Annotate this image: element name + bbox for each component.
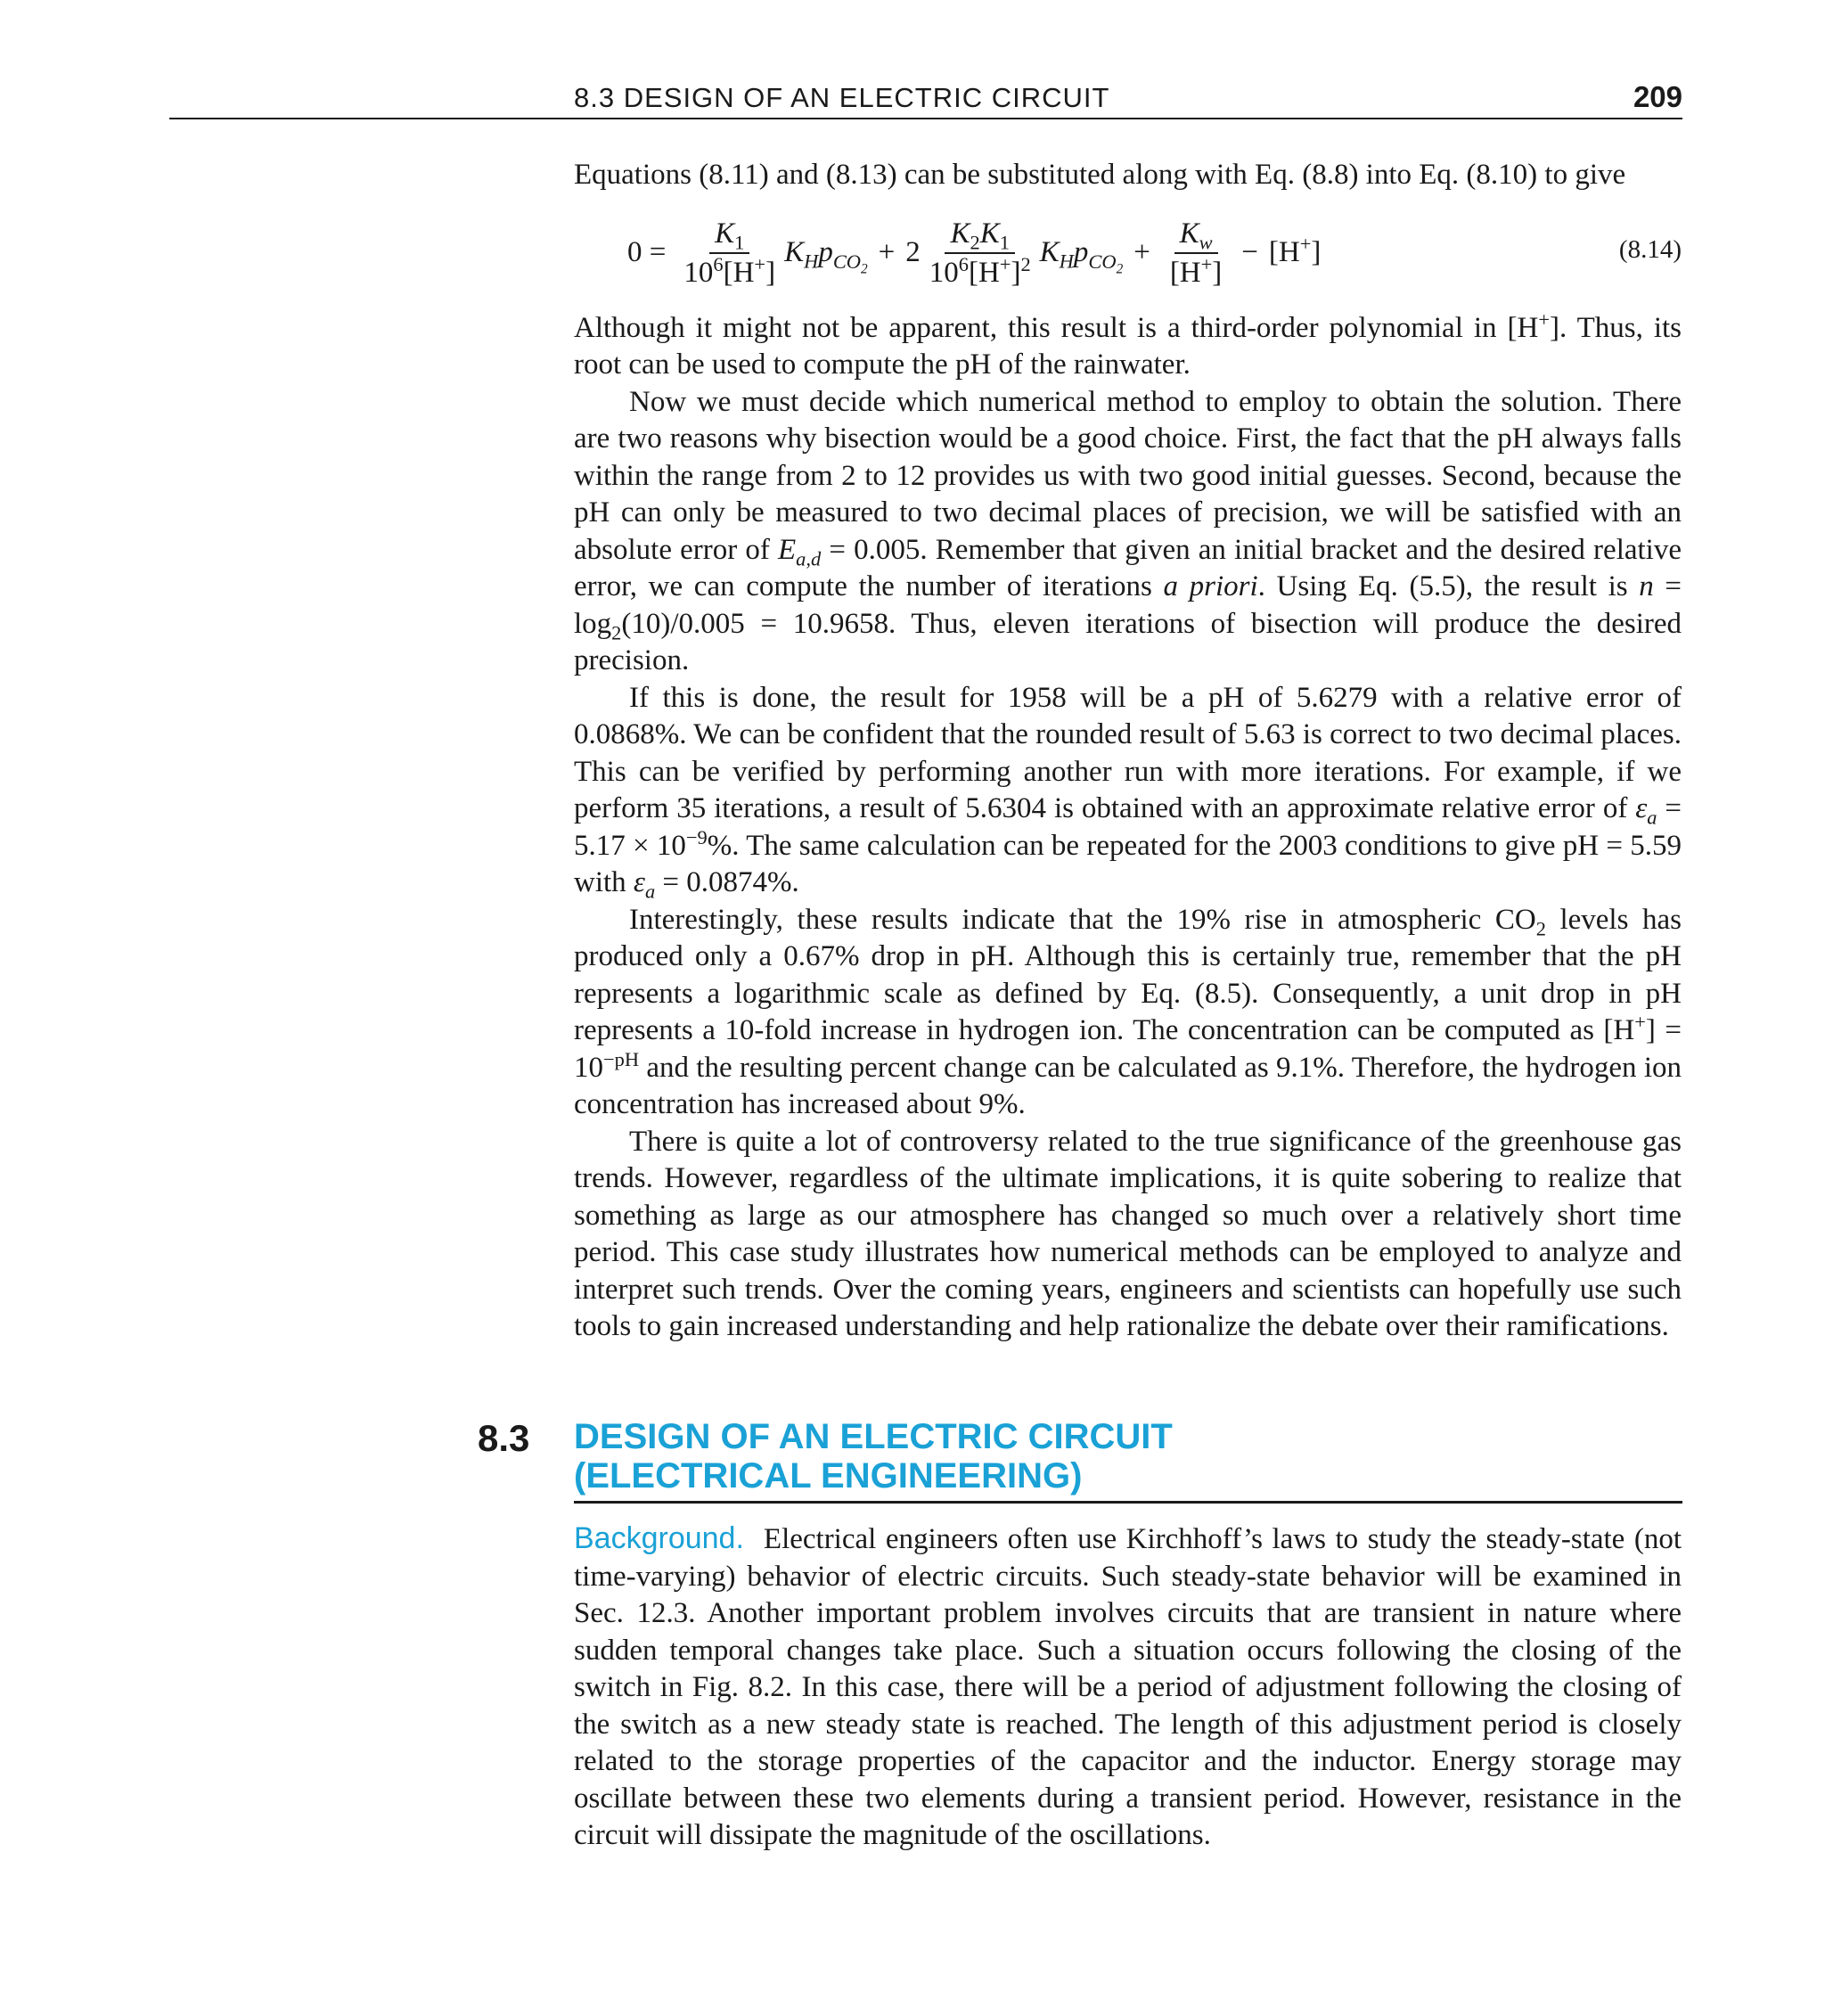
eq-coefficient-2: 2 [905, 236, 921, 268]
background-text: Electrical engineers often use Kirchhoff’s laws to study the steady-state (not time-varying) behavior of electric circuits. Such steady-state behavior will be examined in Sec. 12.3. Another important problem involves circuits that are transient in nature where sudden temporal changes take place. Such a situation occurs following the closing of the switch in Fig. 8.2. In this case, there will be a period of adjustment following the closing of the switch as a new steady state is reached. The length of this adjustment period is closely related to the storage properties of the capacitor and the inductor. Energy storage may oscillate between these two elements during a transient period. However, resistance in the circuit will dissipate the magnitude of the oscillations. [574, 1523, 1682, 1851]
paragraph-5: There is quite a lot of controversy related to the true significance of the greenhouse gas trends. However, regardless of the ultimate implications, it is quite sobering to realize that something as large as our atmosphere has changed so much over a relatively short time period. This case study illustrates how numerical methods can be employed to analyze and interpret such trends. Over the coming years, engineers and scientists can hopefully use such tools to gain increased understanding and help rationalize the debate over their ramifications. [574, 1125, 1682, 1342]
background-label: Background. [574, 1521, 744, 1555]
paragraph-2: Now we must decide which numerical method to employ to obtain the solution. There are two reasons why bisection would be a good choice. First, the fact that the pH always falls within the range from 2 to 12 provides us with two good initial guesses. Second, because the pH can only be measured to two decimal places of precision, we will be satisfied with an absolute error of $E_{a,d} = 0.005$. Remember that given an initial bracket and the desired relative error, we can compute the number of iterations a priori. Using Eq. (5.5), the result is $n = \log_2(10)/0.005 = 10.9658$. Thus, eleven iterations of bisection will produce the desired precision. [574, 385, 1682, 676]
paragraph-3: If this is done, the result for 1958 will be a pH of 5.6279 with a relative error of 0.0868%. We can be confident that the rounded result of 5.63 is correct to two decimal places. This can be verified by performing another run with more iterations. For example, if we perform 35 iterations, a result of 5.6304 is obtained with an approximate relative error of $\varepsilon_a = 5.17 \times 10^{-9}\%$. The same calculation can be repeated for the 2003 conditions to give pH = 5.59 with $\varepsilon_a = 0.0874\%$. [574, 681, 1682, 903]
section-title-line-1: DESIGN OF AN ELECTRIC CIRCUIT [574, 1417, 1173, 1456]
running-header [169, 82, 1682, 119]
upper-text-column [574, 157, 1682, 1346]
eq-fraction-2: $\frac{K_2K_1}{10^6[H^+]^2}$ [929, 217, 1031, 289]
eq-minus: − [1241, 236, 1258, 268]
page-number: 209 [1633, 80, 1682, 113]
eq-fraction-3: $\frac{K_w}{[H^+]}$ [1169, 217, 1223, 289]
eq-fraction-1: $\frac{K_1}{10^6[H^+]}$ [683, 217, 776, 289]
eq-factor-1: $K_Hp_{CO_2}$ [784, 235, 868, 277]
eq-factor-2: $K_Hp_{CO_2}$ [1039, 235, 1124, 277]
background-text-column [574, 1520, 1682, 1855]
paragraph-4: Interestingly, these results indicate that the 19% rise in atmospheric $CO_2$ levels has produced only a 0.67% drop in pH. Although this is certainly true, remember that the pH represents a logarithmic scale as defined by Eq. (8.5). Consequently, a unit drop in pH represents a 10-fold increase in hydrogen ion. The concentration can be computed as $[H^+] = 10^{-pH}$ and the resulting percent change can be calculated as 9.1%. Therefore, the hydrogen ion concentration has increased about 9%. [574, 903, 1682, 1120]
eq-last-term: [H+] [1268, 233, 1322, 268]
equation-body [627, 207, 1321, 299]
intro-sentence: Equations (8.11) and (8.13) can be substituted along with Eq. (8.8) into Eq. (8.10) to give [574, 159, 1626, 191]
section-number: 8.3 [478, 1417, 530, 1459]
background-paragraph [574, 1520, 1682, 1855]
paragraph-1: Although it might not be apparent, this result is a third-order polynomial in [H+]. Thus, its root can be used to compute the pH of the rainwater. [574, 307, 1682, 381]
eq-plus-1: + [878, 236, 896, 268]
section-title-line-2: (ELECTRICAL ENGINEERING) [574, 1456, 1083, 1496]
equation-8-14 [574, 207, 1682, 299]
running-title: 8.3 DESIGN OF AN ELECTRIC CIRCUIT [574, 82, 1110, 113]
eq-plus-2: + [1133, 236, 1150, 268]
equation-number: (8.14) [1618, 234, 1682, 264]
section-title [574, 1417, 1682, 1504]
eq-lhs: 0 = [627, 236, 667, 268]
